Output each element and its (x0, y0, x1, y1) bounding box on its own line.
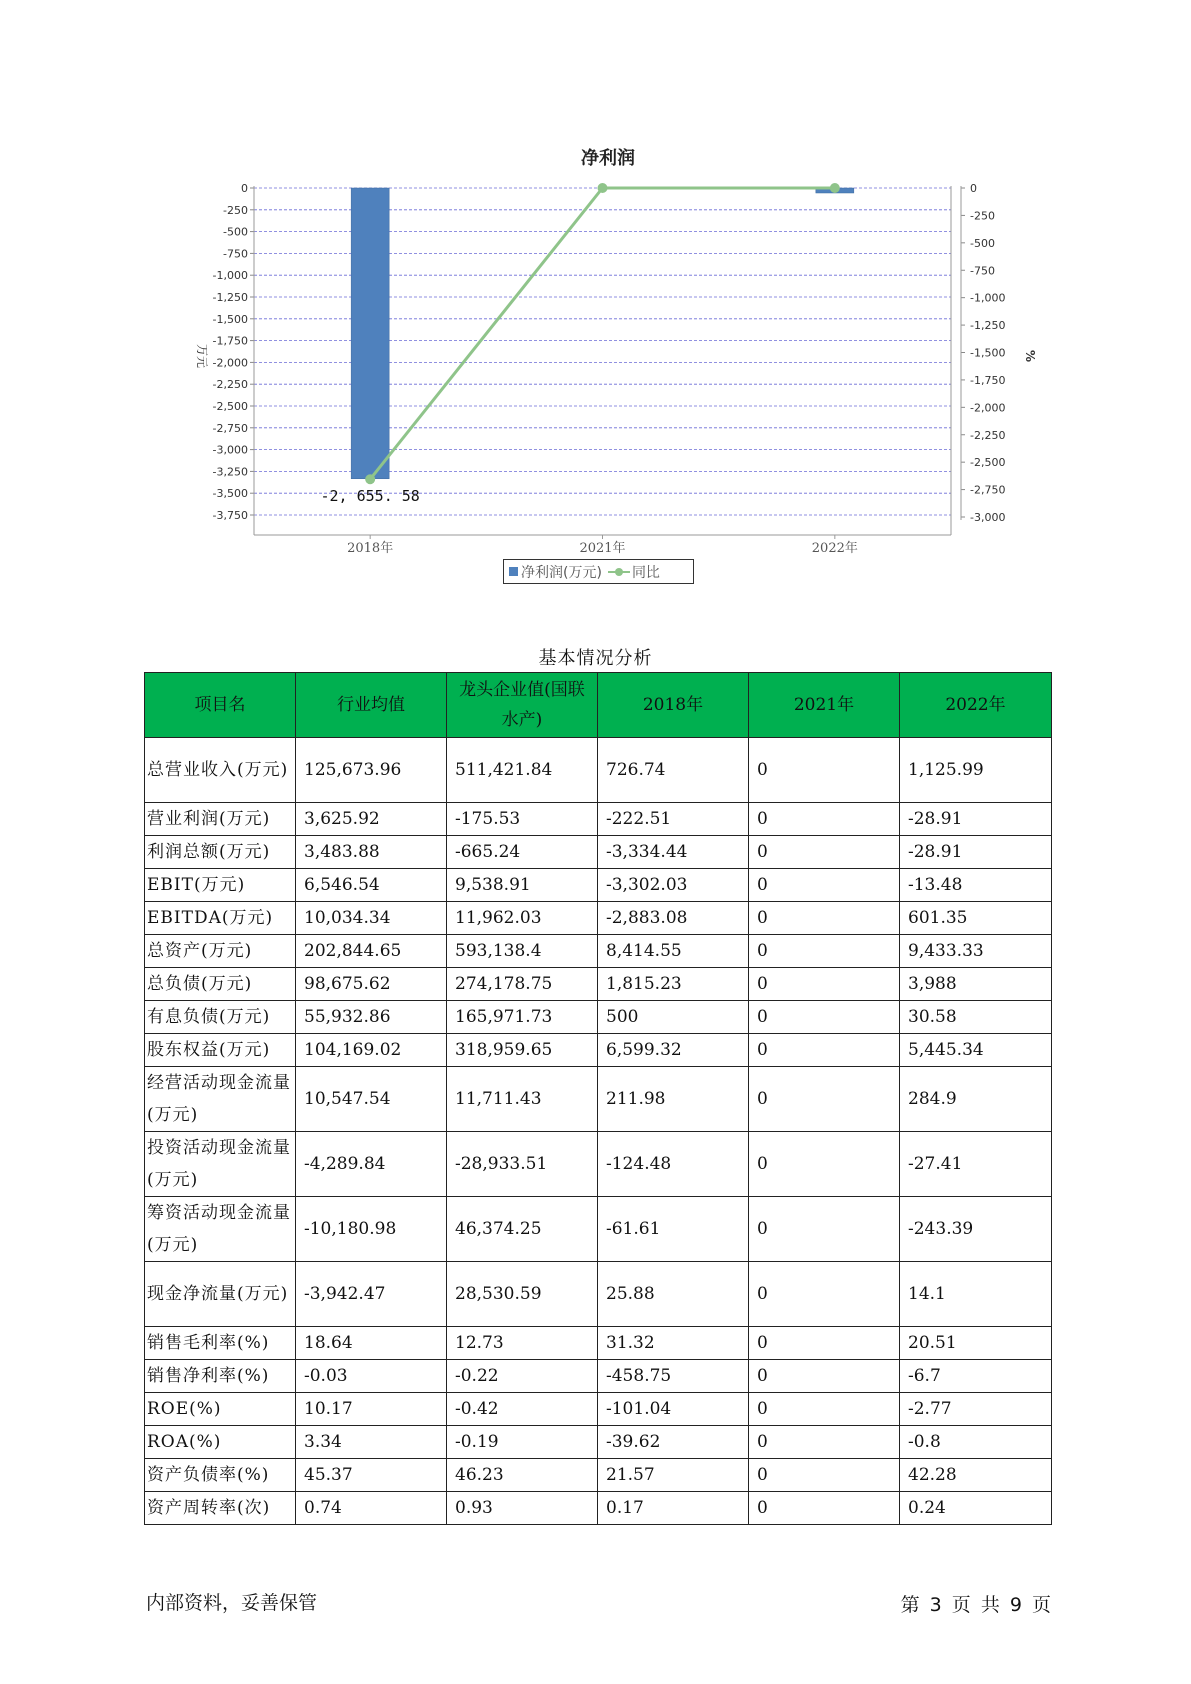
row-item-name: 现金净流量(万元) (145, 1262, 296, 1327)
left-tick-label: -2,500 (212, 400, 248, 413)
row-value-cell: 10,547.54 (296, 1067, 447, 1132)
table-row (145, 1393, 1052, 1426)
header-2018: 2018年 (598, 673, 749, 738)
row-value-cell: 0 (749, 1492, 900, 1525)
left-tick-label: -1,750 (212, 334, 248, 348)
row-value-cell: 0.24 (900, 1492, 1052, 1525)
right-tick-label: -1,250 (970, 319, 1006, 333)
left-tick-label: -1,500 (212, 312, 248, 326)
row-value-cell: 20.51 (900, 1327, 1052, 1360)
table-row (145, 1262, 1052, 1327)
table-row (145, 968, 1052, 1001)
left-tick-label: -2,750 (212, 421, 248, 435)
table-row (145, 738, 1052, 803)
row-value-cell: 165,971.73 (447, 1001, 598, 1034)
row-item-name: 总营业收入(万元) (145, 738, 296, 803)
row-value-cell: 0 (749, 803, 900, 836)
table-row (145, 1001, 1052, 1034)
row-value-cell: 9,538.91 (447, 869, 598, 902)
table-row (145, 935, 1052, 968)
row-item-name: 利润总额(万元) (145, 836, 296, 869)
right-tick-label: -750 (970, 264, 995, 278)
row-value-cell: -4,289.84 (296, 1132, 447, 1197)
row-value-cell: 0 (749, 1262, 900, 1327)
left-tick-label: -500 (223, 225, 248, 239)
basic-analysis-table (144, 672, 1052, 1525)
row-value-cell: -13.48 (900, 869, 1052, 902)
footer-confidential-note: 内部资料，妥善保管 (146, 1592, 318, 1614)
row-value-cell: 3,625.92 (296, 803, 447, 836)
left-tick-label: -1,000 (212, 269, 248, 283)
left-tick-label: -750 (223, 247, 248, 261)
left-tick-label: -1,250 (212, 291, 248, 304)
row-value-cell: 0 (749, 836, 900, 869)
row-item-name: 经营活动现金流量(万元) (145, 1067, 296, 1132)
row-value-cell: 0 (749, 1197, 900, 1262)
right-tick-label: -1,750 (970, 373, 1006, 387)
row-value-cell: -39.62 (598, 1426, 749, 1459)
yoy-point-2018年 (365, 474, 375, 484)
row-value-cell: -222.51 (598, 803, 749, 836)
row-value-cell: -61.61 (598, 1197, 749, 1262)
row-item-name: ROE(%) (145, 1393, 296, 1426)
row-value-cell: 0 (749, 869, 900, 902)
row-value-cell: -0.42 (447, 1393, 598, 1426)
chart-legend (503, 559, 694, 584)
header-item-name: 项目名 (145, 673, 296, 738)
left-tick-label: -3,250 (212, 465, 248, 479)
row-value-cell: -28.91 (900, 803, 1052, 836)
row-value-cell: 28,530.59 (447, 1262, 598, 1327)
header-2021: 2021年 (749, 673, 900, 738)
right-tick-label: 0 (970, 182, 977, 195)
right-tick-label: -2,750 (970, 483, 1006, 497)
right-tick-label: -500 (970, 236, 995, 250)
right-tick-label: -1,500 (970, 346, 1006, 360)
row-value-cell: 6,599.32 (598, 1034, 749, 1067)
row-value-cell: -3,942.47 (296, 1262, 447, 1327)
row-value-cell: 46.23 (447, 1459, 598, 1492)
right-tick-label: -2,000 (970, 401, 1006, 415)
x-tick-label: 2022年 (811, 541, 858, 556)
row-value-cell: -28,933.51 (447, 1132, 598, 1197)
x-tick-label: 2018年 (347, 541, 394, 556)
row-value-cell: 274,178.75 (447, 968, 598, 1001)
row-value-cell: 6,546.54 (296, 869, 447, 902)
row-value-cell: 0 (749, 1067, 900, 1132)
table-row (145, 902, 1052, 935)
row-value-cell: 500 (598, 1001, 749, 1034)
chart-title: 净利润 (581, 148, 635, 169)
table-row (145, 1327, 1052, 1360)
row-value-cell: -175.53 (447, 803, 598, 836)
row-value-cell: 284.9 (900, 1067, 1052, 1132)
row-value-cell: 1,125.99 (900, 738, 1052, 803)
left-tick-label: -3,500 (212, 487, 248, 501)
y2-axis-label: % (1023, 349, 1037, 363)
row-value-cell: 0 (749, 738, 900, 803)
legend-line-swatch (608, 567, 630, 577)
table-title: 基本情况分析 (538, 648, 653, 669)
row-value-cell: 46,374.25 (447, 1197, 598, 1262)
x-tick-label: 2021年 (579, 541, 626, 556)
left-tick-label: 0 (241, 182, 248, 195)
row-value-cell: 211.98 (598, 1067, 749, 1132)
row-item-name: 有息负债(万元) (145, 1001, 296, 1034)
row-value-cell: -458.75 (598, 1360, 749, 1393)
row-item-name: 股东权益(万元) (145, 1034, 296, 1067)
row-value-cell: 3,483.88 (296, 836, 447, 869)
left-tick-label: -3,750 (212, 509, 248, 522)
row-value-cell: 0 (749, 902, 900, 935)
right-tick-label: -2,250 (970, 428, 1006, 442)
row-value-cell: 21.57 (598, 1459, 749, 1492)
table-body (145, 738, 1052, 1525)
row-value-cell: 125,673.96 (296, 738, 447, 803)
row-value-cell: 0 (749, 1360, 900, 1393)
row-value-cell: 0 (749, 968, 900, 1001)
row-item-name: 总负债(万元) (145, 968, 296, 1001)
right-tick-label: -1,000 (970, 291, 1006, 305)
row-value-cell: 0 (749, 1426, 900, 1459)
table-row (145, 869, 1052, 902)
right-tick-label: -3,000 (970, 511, 1006, 524)
row-value-cell: 1,815.23 (598, 968, 749, 1001)
row-item-name: 资产负债率(%) (145, 1459, 296, 1492)
table-row (145, 836, 1052, 869)
row-value-cell: -27.41 (900, 1132, 1052, 1197)
row-value-cell: 0.93 (447, 1492, 598, 1525)
row-value-cell: 202,844.65 (296, 935, 447, 968)
table-row (145, 1197, 1052, 1262)
row-value-cell: 0 (749, 1393, 900, 1426)
left-tick-label: -3,000 (212, 443, 248, 457)
table-header-row (145, 673, 1052, 738)
legend-bar-swatch (509, 567, 518, 576)
row-value-cell: 11,962.03 (447, 902, 598, 935)
row-value-cell: 98,675.62 (296, 968, 447, 1001)
row-value-cell: 18.64 (296, 1327, 447, 1360)
row-value-cell: 0.74 (296, 1492, 447, 1525)
row-value-cell: -3,334.44 (598, 836, 749, 869)
row-value-cell: -101.04 (598, 1393, 749, 1426)
chart-canvas (0, 0, 1191, 560)
row-item-name: 投资活动现金流量(万元) (145, 1132, 296, 1197)
y-axis-label: 万元 (195, 343, 209, 369)
row-value-cell: -10,180.98 (296, 1197, 447, 1262)
row-value-cell: 3.34 (296, 1426, 447, 1459)
yoy-point-2022年 (830, 183, 840, 193)
row-value-cell: -6.7 (900, 1360, 1052, 1393)
row-value-cell: 12.73 (447, 1327, 598, 1360)
row-value-cell: 9,433.33 (900, 935, 1052, 968)
row-value-cell: -2,883.08 (598, 902, 749, 935)
row-value-cell: 593,138.4 (447, 935, 598, 968)
row-item-name: 销售净利率(%) (145, 1360, 296, 1393)
row-value-cell: -28.91 (900, 836, 1052, 869)
row-item-name: 总资产(万元) (145, 935, 296, 968)
row-value-cell: -0.22 (447, 1360, 598, 1393)
row-value-cell: 11,711.43 (447, 1067, 598, 1132)
table-row (145, 1034, 1052, 1067)
row-value-cell: 318,959.65 (447, 1034, 598, 1067)
row-value-cell: 10.17 (296, 1393, 447, 1426)
row-item-name: 筹资活动现金流量(万元) (145, 1197, 296, 1262)
row-value-cell: 0 (749, 935, 900, 968)
row-value-cell: -0.19 (447, 1426, 598, 1459)
row-value-cell: 0 (749, 1034, 900, 1067)
header-leader-value: 龙头企业值(国联水产) (447, 673, 598, 738)
yoy-point-2021年 (598, 183, 608, 193)
row-value-cell: 3,988 (900, 968, 1052, 1001)
row-value-cell: -2.77 (900, 1393, 1052, 1426)
net-profit-chart (0, 0, 1191, 600)
row-value-cell: 0 (749, 1327, 900, 1360)
row-item-name: 资产周转率(次) (145, 1492, 296, 1525)
row-value-cell: 726.74 (598, 738, 749, 803)
row-value-cell: 25.88 (598, 1262, 749, 1327)
footer-page-number: 第 3 页 共 9 页 (900, 1594, 1051, 1616)
row-item-name: EBIT(万元) (145, 869, 296, 902)
header-industry-avg: 行业均值 (296, 673, 447, 738)
data-label: -2, 655. 58 (320, 487, 420, 506)
row-value-cell: -665.24 (447, 836, 598, 869)
row-value-cell: 0.17 (598, 1492, 749, 1525)
table-row (145, 1426, 1052, 1459)
table-row (145, 1492, 1052, 1525)
row-value-cell: 5,445.34 (900, 1034, 1052, 1067)
bar-2018年 (351, 188, 389, 479)
legend-line-label: 同比 (631, 564, 660, 581)
right-tick-label: -250 (970, 209, 995, 223)
left-tick-label: -2,250 (212, 378, 248, 392)
row-value-cell: 0 (749, 1132, 900, 1197)
row-item-name: EBITDA(万元) (145, 902, 296, 935)
row-item-name: 营业利润(万元) (145, 803, 296, 836)
left-tick-label: -2,000 (212, 356, 248, 370)
row-value-cell: 14.1 (900, 1262, 1052, 1327)
row-value-cell: -0.8 (900, 1426, 1052, 1459)
row-value-cell: 601.35 (900, 902, 1052, 935)
row-value-cell: -243.39 (900, 1197, 1052, 1262)
row-value-cell: 511,421.84 (447, 738, 598, 803)
table-row (145, 1067, 1052, 1132)
left-tick-label: -250 (223, 203, 248, 217)
row-value-cell: 104,169.02 (296, 1034, 447, 1067)
table-row (145, 1132, 1052, 1197)
row-value-cell: 45.37 (296, 1459, 447, 1492)
row-value-cell: 31.32 (598, 1327, 749, 1360)
row-item-name: ROA(%) (145, 1426, 296, 1459)
header-2022: 2022年 (900, 673, 1052, 738)
table-row (145, 1459, 1052, 1492)
table-row (145, 1360, 1052, 1393)
row-value-cell: 0 (749, 1459, 900, 1492)
row-value-cell: -3,302.03 (598, 869, 749, 902)
row-value-cell: 42.28 (900, 1459, 1052, 1492)
right-tick-label: -2,500 (970, 456, 1006, 470)
table-row (145, 803, 1052, 836)
row-value-cell: 8,414.55 (598, 935, 749, 968)
row-value-cell: 10,034.34 (296, 902, 447, 935)
row-value-cell: -124.48 (598, 1132, 749, 1197)
row-value-cell: -0.03 (296, 1360, 447, 1393)
legend-bar-label: 净利润(万元) (521, 564, 602, 581)
row-value-cell: 30.58 (900, 1001, 1052, 1034)
row-value-cell: 55,932.86 (296, 1001, 447, 1034)
row-item-name: 销售毛利率(%) (145, 1327, 296, 1360)
row-value-cell: 0 (749, 1001, 900, 1034)
